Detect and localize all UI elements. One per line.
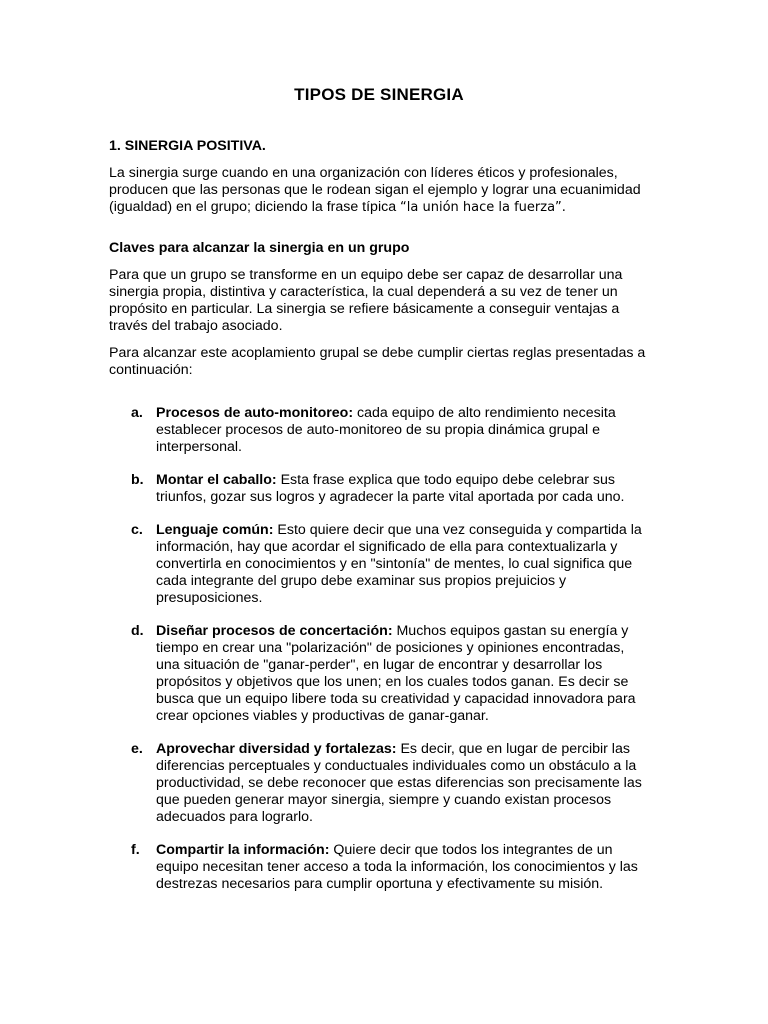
rule-term: Diseñar procesos de concertación:: [156, 623, 393, 639]
list-item: [109, 522, 649, 607]
rule-text: Esto quiere decir que una vez conseguida y compartida la información, hay que acordar el significado de ella para contextualizarla y convertirla en conocimientos y en "sintonía" de mentes, lo cual significa que cada integrante del grupo debe examinar sus propios prejuicios y presuposiciones.: [156, 522, 642, 606]
list-item: [109, 472, 649, 506]
rule-text: Esta frase explica que todo equipo debe celebrar sus triunfos, gozar sus logros y agradecer la parte vital aportada por cada uno.: [156, 472, 625, 505]
rule-text: cada equipo de alto rendimiento necesita establecer procesos de auto-monitoreo de su propia dinámica grupal e interpersonal.: [156, 405, 616, 455]
document-page: [109, 84, 649, 909]
list-marker: b.: [131, 472, 144, 488]
keys-heading: Claves para alcanzar la sinergia en un grupo: [109, 240, 410, 256]
list-item: [109, 842, 649, 893]
rule-text: Muchos equipos gastan su energía y tiempo en crear una "polarización" de posiciones y opiniones encontradas, una situación de "ganar-perder", en lugar de encontrar y desarrollar los propósitos y objetivos que los unen; en los cuales todos ganan. Es decir se busca que un equipo libere toda su creatividad y capacidad innovadora para crear opciones viables y productivas de ganar-ganar.: [156, 623, 636, 724]
rule-term: Lenguaje común:: [156, 522, 274, 538]
section-heading-positive-synergy: 1. SINERGIA POSITIVA.: [109, 138, 266, 154]
list-item: [109, 741, 649, 826]
rule-term: Montar el caballo:: [156, 472, 277, 488]
list-marker: c.: [131, 522, 143, 538]
list-item: [109, 405, 649, 456]
keys-paragraph-1: Para que un grupo se transforme en un equipo debe ser capaz de desarrollar una sinergia propia, distintiva y característica, la cual dependerá a su vez de tener un propósito en particular. La sinergia se refiere básicamente a conseguir ventajas a través del trabajo asociado.: [109, 267, 623, 334]
list-marker: d.: [131, 623, 144, 639]
positive-synergy-quote: “la unión hace la fuerza”.: [400, 200, 566, 215]
rule-term: Aprovechar diversidad y fortalezas:: [156, 741, 397, 757]
list-marker: f.: [131, 842, 140, 858]
rule-term: Procesos de auto-monitoreo:: [156, 405, 354, 421]
list-item: [109, 623, 649, 725]
list-marker: a.: [131, 405, 143, 421]
keys-paragraph-2: Para alcanzar este acoplamiento grupal se debe cumplir ciertas reglas presentadas a continuación:: [109, 345, 646, 378]
rule-text: Quiere decir que todos los integrantes de un equipo necesitan tener acceso a toda la información, los conocimientos y las destrezas necesarios para cumplir oportuna y efectivamente su misión.: [156, 842, 638, 892]
rule-text: Es decir, que en lugar de percibir las diferencias perceptuales y conductuales individuales como un obstáculo a la productividad, se debe reconocer que estas diferencias son precisamente las que pueden generar mayor sinergia, siempre y cuando existan procesos adecuados para lograrlo.: [156, 741, 642, 825]
page-title: TIPOS DE SINERGIA: [294, 85, 464, 104]
rules-list: [109, 405, 649, 893]
positive-synergy-paragraph: [109, 165, 649, 216]
rule-term: Compartir la información:: [156, 842, 330, 858]
positive-synergy-text: La sinergia surge cuando en una organización con líderes éticos y profesionales, producen que las personas que le rodean sigan el ejemplo y lograr una ecuanimidad (igualdad) en el grupo; diciendo la frase típica: [109, 165, 641, 215]
list-marker: e.: [131, 741, 143, 757]
